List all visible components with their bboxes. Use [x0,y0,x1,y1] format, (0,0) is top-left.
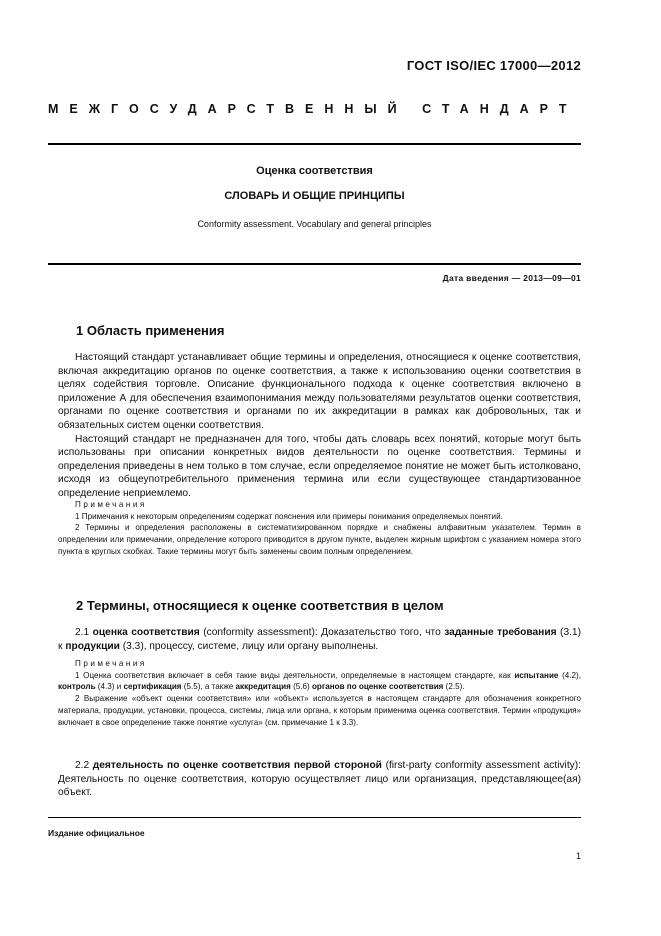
title-en: Conformity assessment. Vocabulary and general principles [197,219,432,229]
title-rule [48,263,581,265]
note-2-1 [58,670,581,693]
def-ref: (3.1) к [58,627,581,652]
note-text: (2.5). [445,682,465,692]
interstate-standard-banner: МЕЖГОСУДАРСТВЕННЫЙ СТАНДАРТ [48,102,578,116]
def-term: оценка соответствия [92,627,200,638]
note-2-2: 2 Выражение «объект оценки соответствия» или «объект» используется в настоящем стандарте для обозначения конкретного материала, продукции, установки, процесса, системы, лица или органа, к которым применима оценка соответствия. Термин «продукция» включает в свое определение также понятие «услуга» (см. примечание 1 к 3.3). [58,694,581,727]
note-2: 2 Термины и определения расположены в систематизированном порядке и снабжены алфавитным указателем. Термин в определении или примечании, определение которого приводится в другом пункте, выделен жирным шрифтом с указанием номера этого пункта в круглых скобках. Такие термины могут быть заменены своим полным определением. [58,523,581,556]
def-term: деятельность по оценке соответствия первой стороной [92,760,382,771]
section-1-heading: 1 Область применения [76,323,225,338]
section-1-notes [58,499,581,558]
page-number: 1 [575,851,581,861]
note-term: сертификация [123,682,182,692]
def-number: 2.1 [75,627,90,638]
section-2-notes [58,658,581,728]
note-text: (4.3) и [97,682,122,692]
def-number: 2.2 [75,760,90,771]
title-ru-sub: СЛОВАРЬ И ОБЩИЕ ПРИНЦИПЫ [224,190,405,202]
def-rest: (first-party conformity assessment activity): Деятельность по оценке соответствия, которую осуществляет лицо или организация, представляющее(ая) объект. [58,760,581,799]
def-en: (conformity assessment): Доказательство того, что [203,627,441,638]
section-1-body [58,351,581,501]
section-2-heading: 2 Термины, относящиеся к оценке соответствия в целом [76,598,444,613]
footer-rule [48,817,581,818]
note-term: испытание [514,670,559,680]
section-1-paragraph-1: Настоящий стандарт устанавливает общие термины и определения, относящиеся к оценке соответствия, включая аккредитацию органов по оценке соответствия, а также к использованию оценки соответствия в целях содействия торговле. Описание функционального подхода к оценке соответствия включено в приложение А для обеспечения взаимопонимания между пользователями результатов оценки соответствия, органами по оценке соответствия и органами по их аккредитации в рамках как добровольных, так и обязательных систем оценки соответствия. [58,352,581,431]
note-text: 1 Оценка соответствия включает в себя такие виды деятельности, определяемые в настоящем стандарте, как [75,670,511,680]
definition-2-1-text [58,626,581,653]
section-1-paragraph-2: Настоящий стандарт не предназначен для того, чтобы дать словарь всех понятий, которые могут быть использованы при описании конкретных видов деятельности по оценке соответствия. Термины и определения приведены в нем только в том случае, если определяемое понятие не может быть истолковано, исходя из общеупотребительного применения термина или если существующее стандартизованное определение неприемлемо. [58,433,581,499]
def-term-ref: продукции [65,640,120,652]
intro-date: Дата введения — 2013—09—01 [442,273,581,283]
top-rule [48,143,581,145]
notes-label: Примечания [75,500,147,509]
standard-code: ГОСТ ISO/IEC 17000—2012 [406,58,581,73]
note-term: аккредитация [235,682,291,692]
def-rest: (3.3), процессу, системе, лицу или органу выполнены. [122,640,379,652]
title-ru-main: Оценка соответствия [256,165,373,177]
definition-2-2 [58,759,581,800]
official-edition: Издание официальное [48,828,145,838]
note-term: контроль [58,682,96,692]
definition-2-2-text [58,759,581,800]
notes-label: Примечания [75,659,147,668]
note-term: органов по оценке соответствия [311,682,444,692]
note-1: 1 Примечания к некоторым определениям содержат пояснения или примеры понимания определяемых понятий. [75,511,503,521]
note-text: (5.6) [293,682,310,692]
note-text: (4.2), [562,670,582,680]
def-term-ref: заданные требования [444,627,557,638]
note-text: (5.5), а также [183,682,234,692]
definition-2-1 [58,626,581,653]
